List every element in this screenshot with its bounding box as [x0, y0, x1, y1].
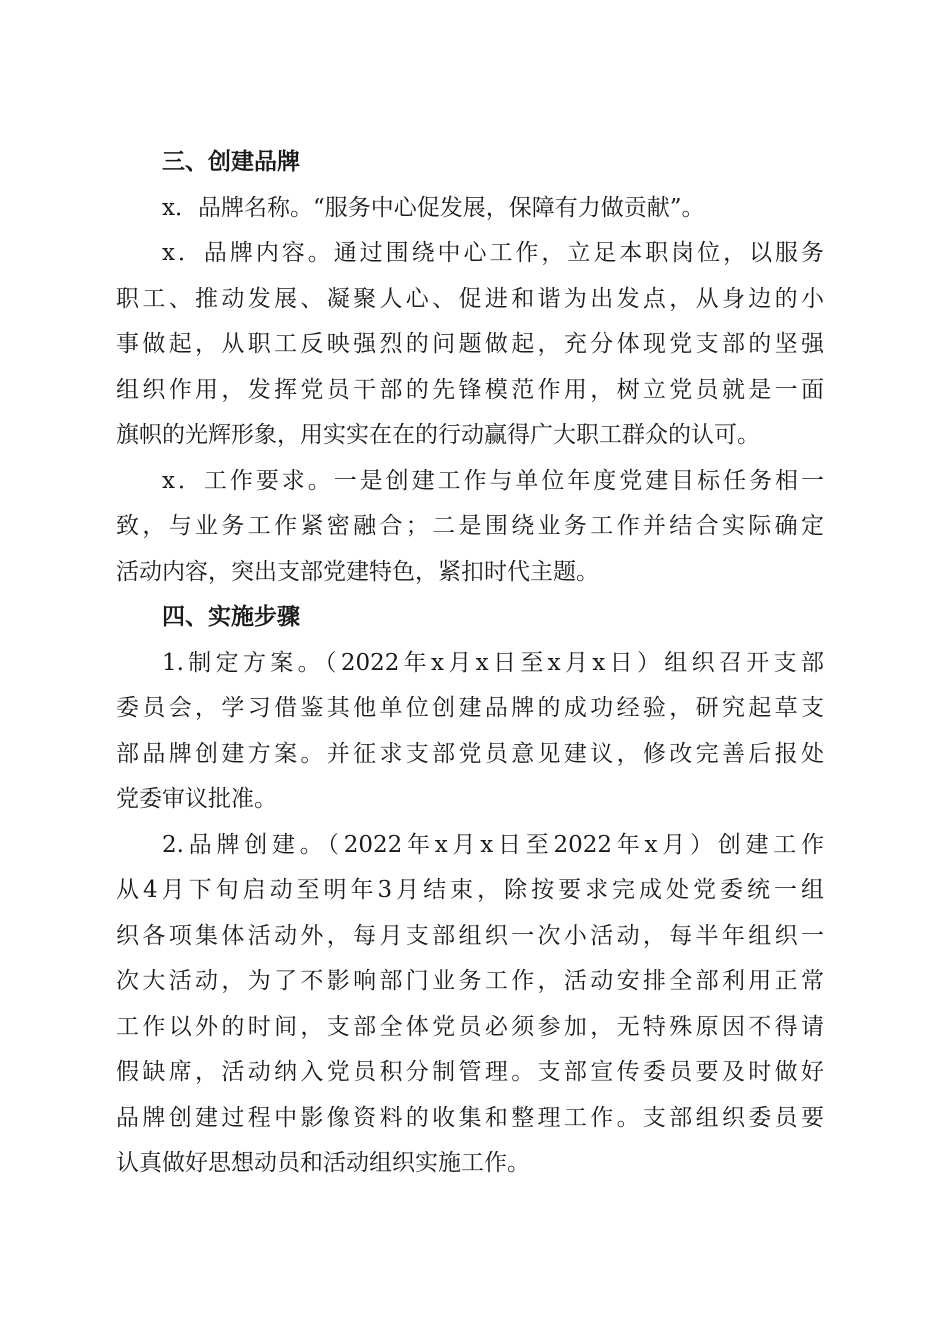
paragraph-line: 品牌创建过程中影像资料的收集和整理工作。支部组织委员要: [116, 1104, 824, 1131]
paragraph-line: x．工作要求。一是创建工作与单位年度党建目标任务相一: [162, 467, 824, 494]
section-heading: 三、创建品牌: [162, 149, 300, 175]
paragraph-line: 致，与业务工作紧密融合；二是围绕业务工作并结合实际确定: [116, 513, 824, 539]
paragraph-line: x．品牌名称。“服务中心促发展，保障有力做贡献”。: [162, 194, 705, 221]
paragraph-line: 工作以外的时间，支部全体党员必须参加，无特殊原因不得请: [116, 1013, 824, 1040]
paragraph-line: 旗帜的光辉形象，用实实在在的行动赢得广大职工群众的认可。: [116, 422, 760, 448]
paragraph-line: 假缺席，活动纳入党员积分制管理。支部宣传委员要及时做好: [116, 1059, 824, 1085]
section-heading: 四、实施步骤: [162, 604, 300, 630]
paragraph-line: 组织作用，发挥党员干部的先锋模范作用，树立党员就是一面: [116, 376, 824, 403]
paragraph-line: 党委审议批准。: [116, 786, 277, 812]
paragraph-line: x．品牌内容。通过围绕中心工作，立足本职岗位，以服务: [162, 240, 824, 266]
paragraph-line: 部品牌创建方案。并征求支部党员意见建议，修改完善后报处: [116, 740, 824, 767]
paragraph-line: 事做起，从职工反映强烈的问题做起，充分体现党支部的坚强: [116, 331, 824, 357]
paragraph-line: 认真做好思想动员和活动组织实施工作。: [116, 1150, 530, 1176]
paragraph-line: 从4月下旬启动至明年3月结束，除按要求完成处党委统一组: [116, 877, 824, 903]
paragraph-line: 织各项集体活动外，每月支部组织一次小活动，每半年组织一: [116, 922, 824, 949]
document-body: [116, 140, 824, 1187]
paragraph-line: 2.品牌创建。（2022年x月x日至2022年x月）创建工作: [162, 831, 824, 858]
paragraph-line: 活动内容，突出支部党建特色，紧扣时代主题。: [116, 558, 599, 585]
paragraph-line: 次大活动，为了不影响部门业务工作，活动安排全部利用正常: [116, 968, 824, 994]
paragraph-line: 委员会，学习借鉴其他单位创建品牌的成功经验，研究起草支: [116, 695, 824, 721]
paragraph-line: 1.制定方案。（2022年x月x日至x月x日）组织召开支部: [162, 649, 824, 676]
paragraph-line: 职工、推动发展、凝聚人心、促进和谐为出发点，从身边的小: [116, 285, 824, 312]
